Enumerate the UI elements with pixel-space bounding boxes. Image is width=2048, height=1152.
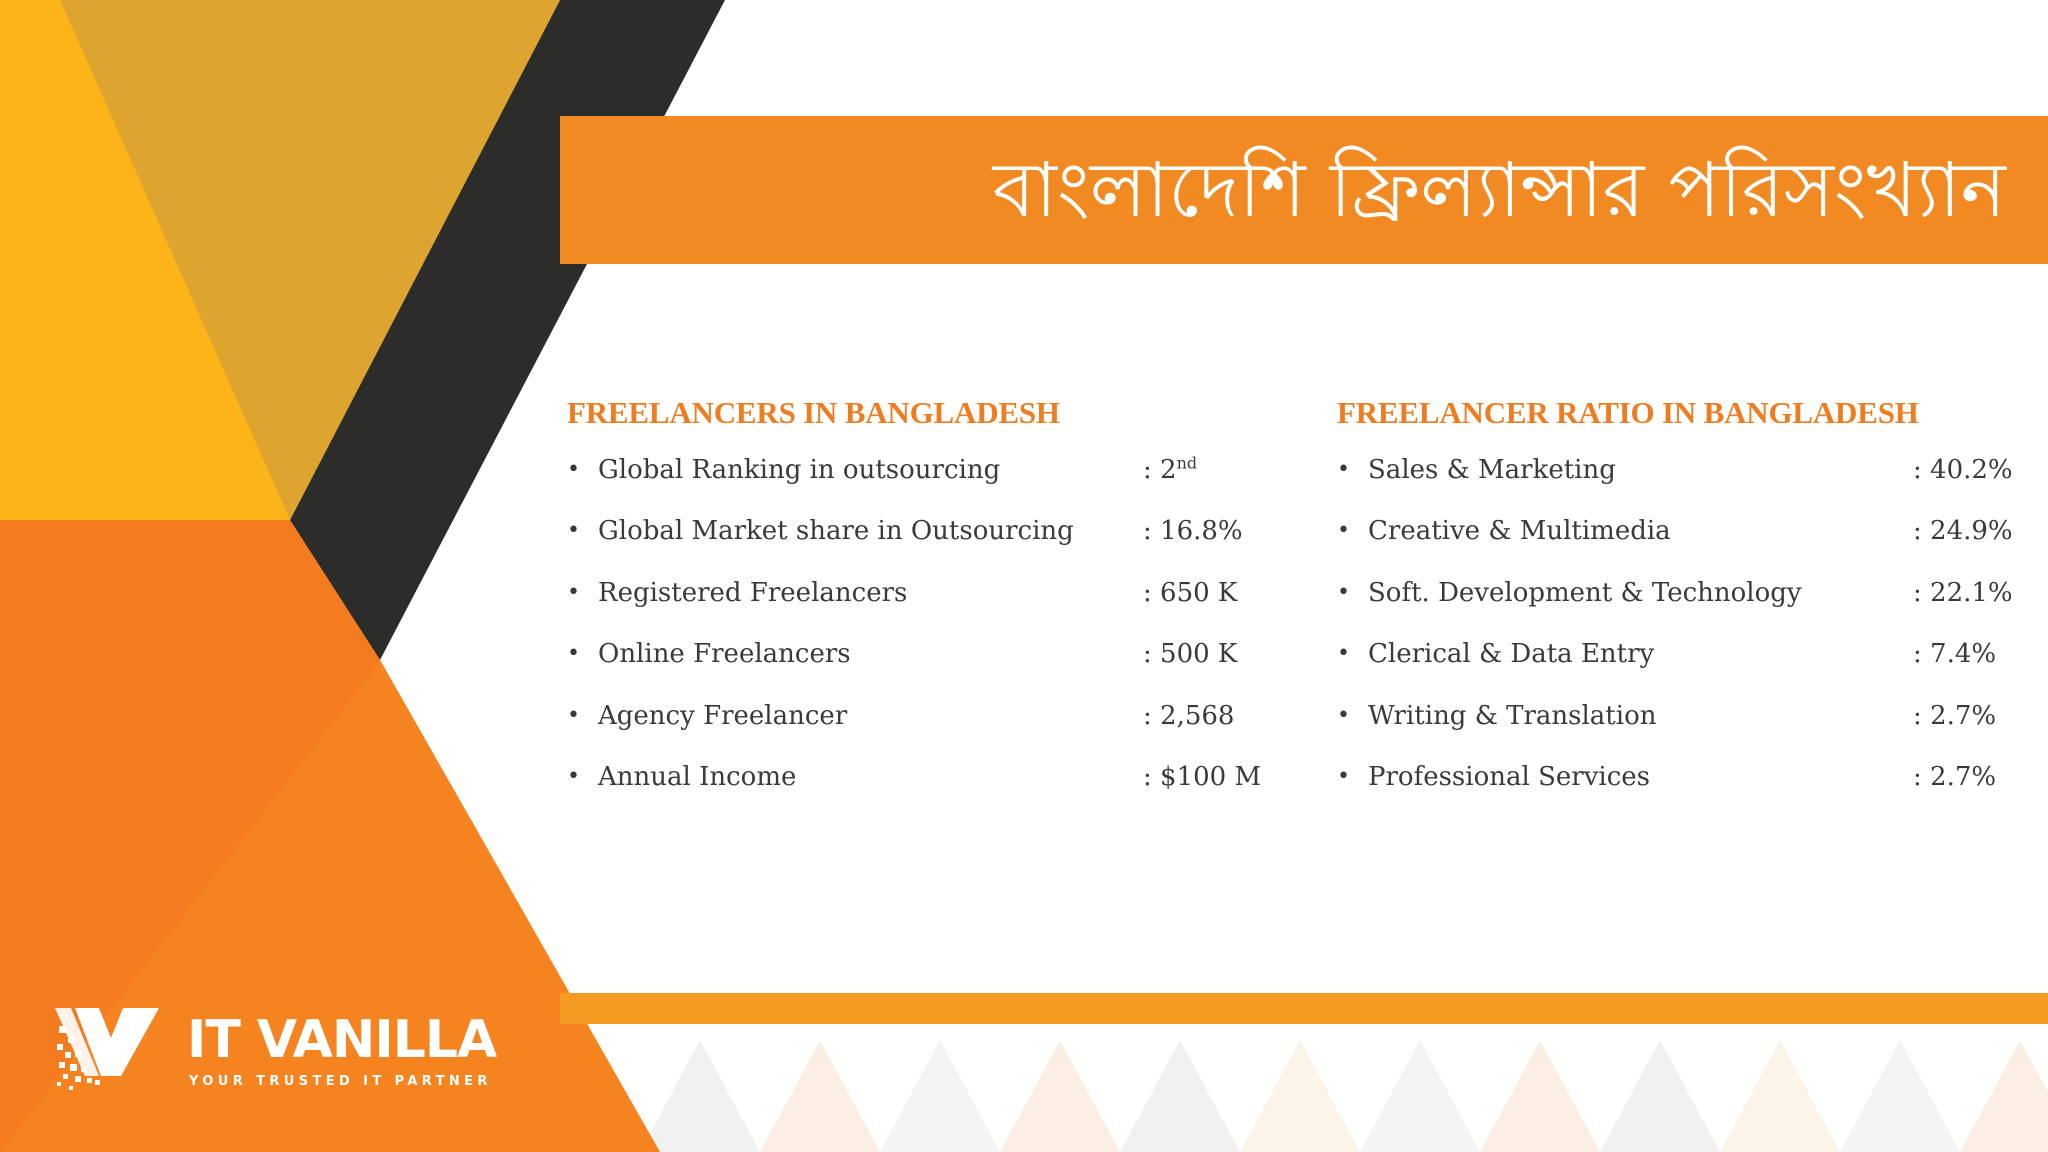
item-label: Writing & Translation: [1368, 700, 1657, 731]
item-value-text: : 2,568: [1143, 700, 1235, 731]
ratio-list: [1337, 450, 2017, 818]
item-value-text: : 650 K: [1143, 577, 1238, 608]
item-value-text: : 40.2%: [1913, 455, 2013, 485]
ratio-heading: FREELANCER RATIO IN BANGLADESH: [1337, 395, 1919, 430]
item-value-text: : 2: [1143, 455, 1177, 485]
item-label: Clerical & Data Entry: [1368, 639, 1655, 670]
item-value: [1143, 511, 1243, 551]
item-label: Creative & Multimedia: [1368, 516, 1671, 547]
item-value: [1913, 450, 2013, 490]
list-item: [1337, 696, 2017, 757]
item-value-text: : 500 K: [1143, 639, 1238, 670]
it-vanilla-logo: [55, 1004, 495, 1104]
bullet-icon: •: [1337, 457, 1350, 482]
list-item: [567, 573, 1247, 634]
item-value-text: : $100 M: [1143, 761, 1262, 792]
item-label: Professional Services: [1368, 761, 1650, 792]
logo-tagline: YOUR TRUSTED IT PARTNER: [189, 1074, 492, 1089]
item-value-text: : 2.7%: [1913, 700, 1997, 731]
list-item: [567, 511, 1247, 572]
bullet-icon: •: [567, 518, 580, 544]
bottom-stripe: [560, 993, 2048, 1024]
list-item: [1337, 634, 2017, 695]
bullet-icon: •: [1337, 518, 1350, 544]
item-label: Annual Income: [598, 761, 797, 792]
freelancers-list: [567, 450, 1262, 818]
item-value: [1913, 634, 1996, 674]
freelancers-heading: FREELANCERS IN BANGLADESH: [567, 395, 1060, 430]
logo-name: IT VANILLA: [187, 1010, 497, 1070]
bullet-icon: •: [567, 702, 580, 728]
item-label: Registered Freelancers: [598, 577, 908, 608]
item-value: [1143, 757, 1261, 797]
bullet-icon: •: [567, 641, 580, 667]
item-value: [1913, 757, 1996, 797]
item-value-superscript: nd: [1176, 453, 1198, 473]
title-band: [560, 116, 2048, 264]
page-title: বাংলাদেশি ফ্রিল্যান্সার পরিসংখ্যান: [992, 145, 2006, 234]
item-value: [1913, 573, 2013, 613]
item-value-text: : 2.7%: [1913, 761, 1997, 792]
list-item: [567, 450, 1247, 511]
bullet-icon: •: [1337, 579, 1350, 605]
list-item: [567, 634, 1247, 695]
bullet-icon: •: [1337, 641, 1350, 667]
item-value-text: : 22.1%: [1913, 577, 2013, 608]
list-item: [1337, 573, 2017, 634]
vanilla-v-pixel-icon: [55, 1004, 165, 1094]
item-label: Global Market share in Outsourcing: [598, 516, 1074, 547]
bullet-icon: •: [567, 457, 580, 482]
list-item: [567, 757, 1262, 818]
list-item: [1337, 511, 2017, 572]
freelancers-section: [567, 395, 1262, 818]
item-value-text: : 24.9%: [1913, 516, 2013, 547]
item-value: [1913, 696, 1996, 736]
item-value-text: : 16.8%: [1143, 516, 1243, 547]
bullet-icon: •: [1337, 702, 1350, 728]
bullet-icon: •: [567, 579, 580, 605]
item-value: [1143, 634, 1237, 674]
item-label: Soft. Development & Technology: [1368, 577, 1802, 608]
item-value: [1143, 450, 1197, 490]
triangle-pattern: [640, 1040, 2048, 1152]
list-item: [567, 696, 1247, 757]
item-label: Online Freelancers: [598, 639, 851, 670]
item-value: [1143, 573, 1237, 613]
item-value-text: : 7.4%: [1913, 639, 1997, 670]
item-label: Agency Freelancer: [598, 700, 848, 731]
bullet-icon: •: [567, 763, 580, 789]
ratio-section: [1337, 395, 2017, 818]
item-value: [1143, 696, 1234, 736]
bullet-icon: •: [1337, 763, 1350, 789]
list-item: [1337, 757, 2017, 818]
item-label: Global Ranking in outsourcing: [598, 455, 1001, 485]
item-value: [1913, 511, 2013, 551]
item-label: Sales & Marketing: [1368, 455, 1616, 485]
list-item: [1337, 450, 2017, 511]
